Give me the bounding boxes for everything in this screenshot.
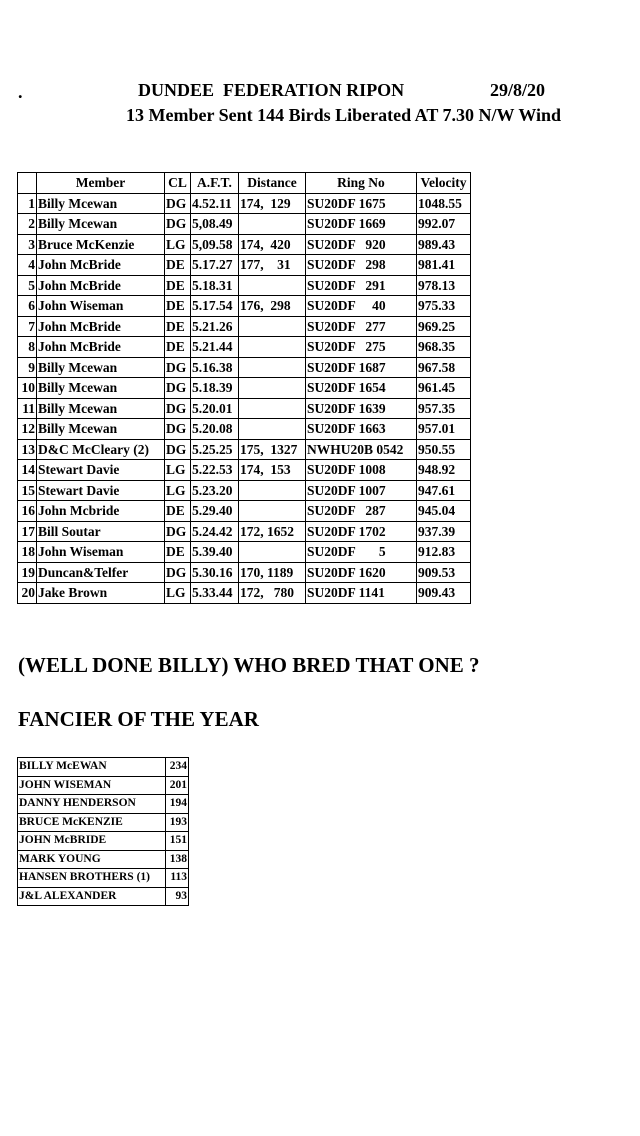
col-header-velocity: Velocity [417,173,471,194]
cell-member: D&C McCleary (2) [37,439,165,460]
cell-member: John McBride [37,316,165,337]
cell-velocity: 909.43 [417,583,471,604]
cell-position: 4 [18,255,37,276]
table-row [18,562,471,583]
cell-ring: SU20DF 1639 [306,398,417,419]
cell-aft: 5.17.54 [191,296,239,317]
results-table [17,172,471,604]
fancier-title: FANCIER OF THE YEAR [18,707,259,731]
table-row [18,378,471,399]
cell-velocity: 989.43 [417,234,471,255]
cell-aft: 5.20.08 [191,419,239,440]
fancier-name: DANNY HENDERSON [18,795,166,814]
cell-aft: 5.30.16 [191,562,239,583]
cell-aft: 5.22.53 [191,460,239,481]
cell-velocity: 909.53 [417,562,471,583]
table-row [18,419,471,440]
cell-cl: DE [165,501,191,522]
cell-cl: DE [165,275,191,296]
cell-aft: 5.17.27 [191,255,239,276]
results-header-row [18,173,471,194]
table-row [18,316,471,337]
cell-position: 10 [18,378,37,399]
table-row [18,583,471,604]
cell-member: Billy Mcewan [37,419,165,440]
cell-distance: 172, 1652 [239,521,306,542]
cell-velocity: 969.25 [417,316,471,337]
cell-cl: DG [165,214,191,235]
table-row [18,439,471,460]
cell-cl: DE [165,296,191,317]
cell-distance [239,398,306,419]
cell-aft: 4.52.11 [191,193,239,214]
fancier-table [17,757,189,906]
cell-velocity: 981.41 [417,255,471,276]
cell-velocity: 978.13 [417,275,471,296]
cell-aft: 5,09.58 [191,234,239,255]
cell-position: 20 [18,583,37,604]
fancier-points: 138 [166,850,189,869]
table-row [18,460,471,481]
list-item [18,887,189,906]
table-row [18,357,471,378]
cell-ring: SU20DF 1008 [306,460,417,481]
cell-aft: 5.16.38 [191,357,239,378]
cell-cl: DG [165,357,191,378]
cell-cl: LG [165,583,191,604]
cell-ring: SU20DF 1007 [306,480,417,501]
cell-cl: DG [165,521,191,542]
cell-cl: DE [165,316,191,337]
cell-velocity: 961.45 [417,378,471,399]
cell-distance [239,480,306,501]
col-header-position [18,173,37,194]
table-row [18,255,471,276]
cell-position: 6 [18,296,37,317]
col-header-cl: CL [165,173,191,194]
cell-aft: 5.25.25 [191,439,239,460]
cell-distance: 175, 1327 [239,439,306,460]
cell-ring: SU20DF 1669 [306,214,417,235]
cell-member: Stewart Davie [37,460,165,481]
cell-distance: 174, 153 [239,460,306,481]
cell-distance [239,214,306,235]
table-row [18,501,471,522]
cell-aft: 5.33.44 [191,583,239,604]
cell-velocity: 957.35 [417,398,471,419]
col-header-aft: A.F.T. [191,173,239,194]
cell-position: 1 [18,193,37,214]
col-header-member: Member [37,173,165,194]
cell-distance [239,378,306,399]
fancier-points: 113 [166,869,189,888]
cell-ring: SU20DF 1141 [306,583,417,604]
list-item [18,869,189,888]
cell-cl: DG [165,439,191,460]
cell-velocity: 967.58 [417,357,471,378]
cell-member: John McBride [37,255,165,276]
cell-cl: DG [165,419,191,440]
cell-cl: LG [165,234,191,255]
cell-distance [239,357,306,378]
cell-distance [239,275,306,296]
cell-distance: 176, 298 [239,296,306,317]
table-row [18,193,471,214]
cell-velocity: 912.83 [417,542,471,563]
fancier-points: 193 [166,813,189,832]
cell-position: 19 [18,562,37,583]
cell-ring: SU20DF 291 [306,275,417,296]
table-row [18,337,471,358]
cell-member: Duncan&Telfer [37,562,165,583]
cell-velocity: 1048.55 [417,193,471,214]
list-item [18,758,189,777]
table-row [18,398,471,419]
col-header-ring: Ring No [306,173,417,194]
table-row [18,480,471,501]
cell-ring: SU20DF 1687 [306,357,417,378]
cell-member: Bill Soutar [37,521,165,542]
table-row [18,521,471,542]
table-row [18,214,471,235]
cell-aft: 5.18.39 [191,378,239,399]
cell-ring: SU20DF 298 [306,255,417,276]
results-body [18,193,471,603]
cell-member: Billy Mcewan [37,214,165,235]
cell-position: 8 [18,337,37,358]
col-header-distance: Distance [239,173,306,194]
cell-aft: 5.39.40 [191,542,239,563]
cell-distance [239,316,306,337]
cell-member: John McBride [37,275,165,296]
cell-ring: SU20DF 1702 [306,521,417,542]
fancier-name: BILLY McEWAN [18,758,166,777]
cell-distance [239,337,306,358]
table-row [18,275,471,296]
cell-position: 13 [18,439,37,460]
cell-velocity: 948.92 [417,460,471,481]
cell-ring: SU20DF 5 [306,542,417,563]
cell-ring: NWHU20B 0542 [306,439,417,460]
cell-aft: 5.24.42 [191,521,239,542]
cell-ring: SU20DF 1663 [306,419,417,440]
fancier-name: JOHN WISEMAN [18,776,166,795]
cell-member: Billy Mcewan [37,398,165,419]
fancier-points: 194 [166,795,189,814]
cell-cl: LG [165,460,191,481]
cell-aft: 5.21.44 [191,337,239,358]
fancier-points: 151 [166,832,189,851]
cell-ring: SU20DF 275 [306,337,417,358]
list-item [18,850,189,869]
cell-velocity: 945.04 [417,501,471,522]
cell-aft: 5.20.01 [191,398,239,419]
cell-position: 14 [18,460,37,481]
cell-ring: SU20DF 1620 [306,562,417,583]
cell-position: 15 [18,480,37,501]
cell-aft: 5,08.49 [191,214,239,235]
cell-member: John Mcbride [37,501,165,522]
cell-position: 9 [18,357,37,378]
cell-ring: SU20DF 277 [306,316,417,337]
fancier-points: 234 [166,758,189,777]
fancier-name: HANSEN BROTHERS (1) [18,869,166,888]
cell-distance: 174, 420 [239,234,306,255]
cell-velocity: 947.61 [417,480,471,501]
cell-member: John McBride [37,337,165,358]
table-row [18,542,471,563]
cell-position: 5 [18,275,37,296]
cell-velocity: 992.07 [417,214,471,235]
cell-member: Billy Mcewan [37,357,165,378]
page-title: DUNDEE FEDERATION RIPON [138,80,405,100]
cell-velocity: 937.39 [417,521,471,542]
cell-position: 18 [18,542,37,563]
cell-aft: 5.21.26 [191,316,239,337]
cell-cl: LG [165,480,191,501]
cell-ring: SU20DF 1675 [306,193,417,214]
cell-position: 7 [18,316,37,337]
list-item [18,813,189,832]
race-subtitle: 13 Member Sent 144 Birds Liberated AT 7.30 N/W Wind [126,105,562,125]
cell-cl: DE [165,542,191,563]
cell-cl: DG [165,378,191,399]
table-row [18,296,471,317]
cell-distance: 177, 31 [239,255,306,276]
fancier-name: MARK YOUNG [18,850,166,869]
cell-member: Billy Mcewan [37,378,165,399]
cell-cl: DE [165,337,191,358]
cell-velocity: 950.55 [417,439,471,460]
cell-cl: DG [165,398,191,419]
cell-distance: 174, 129 [239,193,306,214]
cell-distance [239,419,306,440]
fancier-points: 93 [166,887,189,906]
cell-cl: DE [165,255,191,276]
cell-distance: 172, 780 [239,583,306,604]
cell-member: Billy Mcewan [37,193,165,214]
fancier-body [18,758,189,906]
cell-cl: DG [165,193,191,214]
cell-position: 3 [18,234,37,255]
cell-position: 11 [18,398,37,419]
fancier-name: JOHN McBRIDE [18,832,166,851]
cell-cl: DG [165,562,191,583]
cell-aft: 5.29.40 [191,501,239,522]
header-dot: . [18,82,23,102]
race-date: 29/8/20 [490,80,546,100]
cell-ring: SU20DF 920 [306,234,417,255]
cell-velocity: 975.33 [417,296,471,317]
cell-member: John Wiseman [37,296,165,317]
table-row [18,234,471,255]
cell-ring: SU20DF 287 [306,501,417,522]
well-done-note: (WELL DONE BILLY) WHO BRED THAT ONE ? [18,653,480,677]
cell-position: 17 [18,521,37,542]
cell-position: 12 [18,419,37,440]
cell-distance: 170, 1189 [239,562,306,583]
cell-aft: 5.23.20 [191,480,239,501]
cell-distance [239,542,306,563]
list-item [18,832,189,851]
cell-position: 2 [18,214,37,235]
cell-distance [239,501,306,522]
fancier-name: J&L ALEXANDER [18,887,166,906]
cell-aft: 5.18.31 [191,275,239,296]
cell-position: 16 [18,501,37,522]
fancier-name: BRUCE McKENZIE [18,813,166,832]
list-item [18,795,189,814]
cell-member: Bruce McKenzie [37,234,165,255]
cell-ring: SU20DF 1654 [306,378,417,399]
list-item [18,776,189,795]
cell-member: Jake Brown [37,583,165,604]
cell-ring: SU20DF 40 [306,296,417,317]
cell-velocity: 968.35 [417,337,471,358]
cell-member: Stewart Davie [37,480,165,501]
cell-velocity: 957.01 [417,419,471,440]
cell-member: John Wiseman [37,542,165,563]
fancier-points: 201 [166,776,189,795]
